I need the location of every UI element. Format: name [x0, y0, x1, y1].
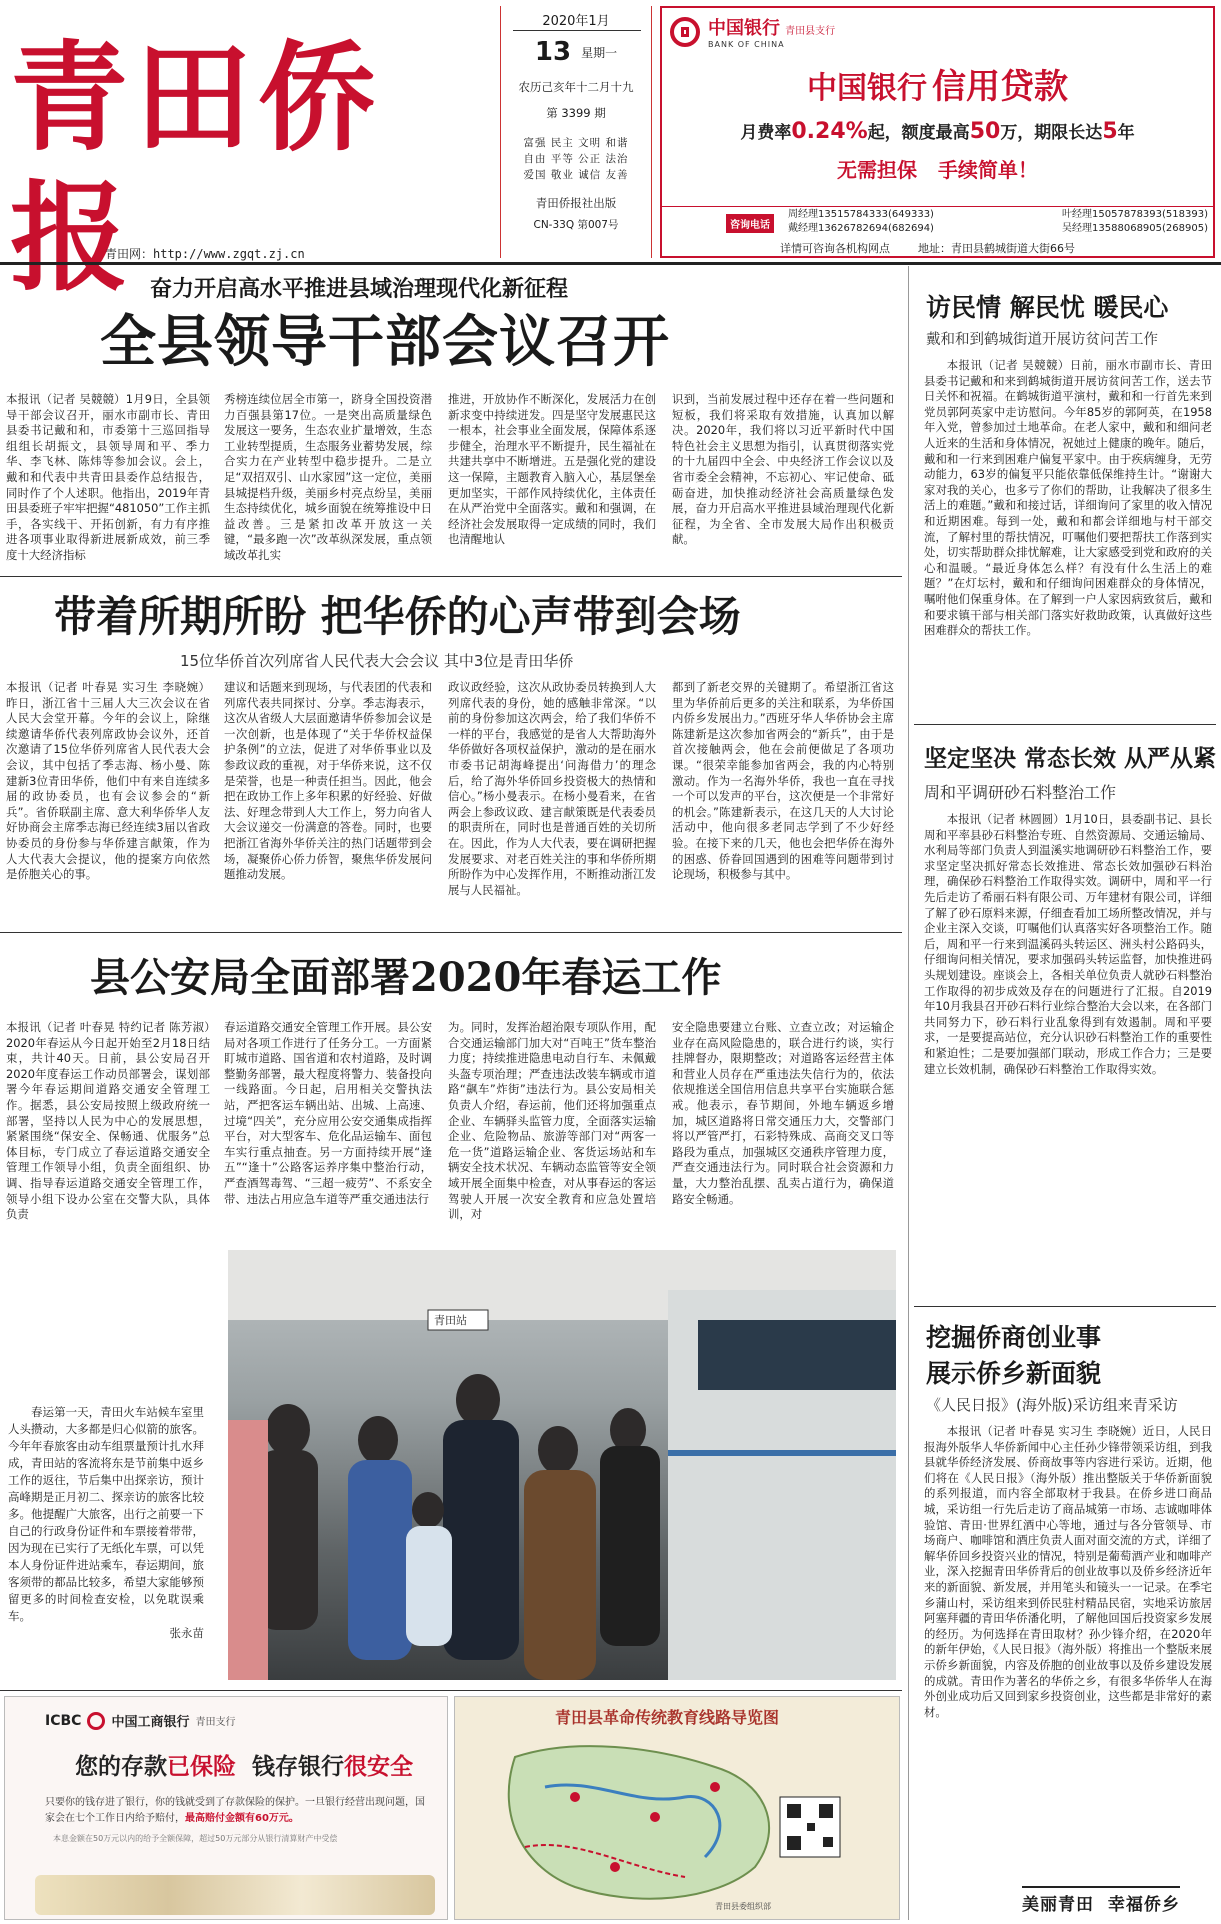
article3-col2: 春运道路交通安全管理工作开展。县公安局对各项工作进行了任务分工。一方面紧盯城市道路、国省道和农村道路，及时调整勤务部署，最大程度将警力、装备投向一线路面。今日起，启用相关交警执法站，严把客运车辆出站、出城、上高速、过境“四关”，充分应用公安交通集成指挥平台，对大型客车、危化品运输车、面包车实行重点抽查。另一方面持续开展“逢五”“逢十”公路客运养序集中整治行动，严查酒驾毒驾、“三超一疲劳”、不系安全带、违法占用应急车道等严重交通违法行 [224, 1020, 432, 1206]
article1-headline: 全县领导干部会议召开 [100, 309, 670, 375]
website: 青田网：http://www.zgqt.zj.cn [105, 247, 305, 261]
article2-col3: 政议政经验，这次从政协委员转换到人大列席代表的身份，她的感触非常深。“以前的身份参加这次两会，给了我们华侨不一样的平台，我感觉的是省人大帮助海外华侨做好各项权益保护，激动的是在丽水市委书记胡海峰提出‘问海借力’的理念后，给了海外华侨回乡投资极大的热情和信心。”杨小曼表示。在杨小曼看来，在省两会上参政议政、建言献策既是代表委员的职责所在，同时也是普通百姓的关切所在。因此，作为人大代表，要在调研把握发展要求、对老百姓关注的事和华侨所期所盼作为中心发挥作用，不断推动浙江发展与人民福祉。 [448, 680, 656, 897]
boc-headline-a: 中国银行 [806, 71, 927, 106]
boc-ad[interactable] [660, 6, 1215, 258]
boc-headline-b: 信用贷款 [932, 67, 1069, 107]
boc-footer-b: 地址：青田县鹤城街道 [918, 242, 1028, 255]
lunar-date: 农历己亥年十二月十九 [518, 80, 634, 94]
icbc-ad[interactable] [4, 1696, 448, 1920]
article1-col2: 秀榜连续位居全市第一，跻身全国投资潜力百强县第17位。一是突出高质量绿色发展这一要务，生态农业扩量增效，生态工业转型提质，生态服务业蓄势发展，综合实力在产业转型中稳步提升。二是立足“双招双引、山水家园”这一定位，美丽县城提档升级，美丽乡村亮点纷呈，美丽生态持续优化，城乡面貌在统筹推设中日益改善。三是紧扣改革开放这一关键，“最多跑一次”改革纵深发展，重点领域改革扎实 [224, 392, 432, 562]
dateline-box [500, 6, 652, 258]
article1-kicker: 奋力开启高水平推进县域治理现代化新征程 [150, 276, 569, 302]
boc-logo-icon [670, 17, 700, 47]
station-photo-scene [228, 1250, 896, 1680]
revolution-map-ad[interactable] [454, 1696, 900, 1920]
boc-footer-a: 详情可咨询各机构网点 [780, 242, 890, 255]
icbc-slogan-c: 钱存银行 [252, 1754, 345, 1780]
photo-credit: 张永苗 [169, 1626, 204, 1640]
icbc-line2: 本息金额在50万元以内的给予全额保障，超过50万元部分从银行清算财产中受偿 [53, 1834, 338, 1843]
icbc-name: 中国工商银行 [111, 1715, 190, 1730]
sidebar-s3-subhead: 《人民日报》(海外版)采访组来青采访 [926, 1396, 1178, 1414]
sidebar-s2-subhead: 周和平调研砂石料整治工作 [924, 783, 1117, 802]
boc-branch: 青田县支行 [785, 26, 836, 37]
sidebar-s2-headline: 坚定坚决 常态长效 从严从紧 [924, 745, 1217, 772]
newspaper-title: 青田侨报 [10, 28, 383, 307]
map-title: 青田县革命传统教育线路导览图 [555, 1708, 780, 1727]
article3-col4: 安全隐患要建立台账、立查立改；对运输企业存在高风险隐患的，联合进行约谈，实行挂牌督办，限期整改；对道路客运经营主体和营业人员存在严重违法失信行为的，依法依规推送全国信用信息共享平台实施联合惩戒。他表示，春节期间，外地车辆返乡增加，城区道路将日常交通压力大，交警部门将以严管严打，石彩特殊成、高商交叉口等路段为重点，加强城区交通秩序管理力度，严查交通违法行为。同时联合社会资源和力量，大力整治乱摆、乱卖占道行为，确保道路安全畅通。 [672, 1020, 894, 1206]
article1-col4: 识到，当前发展过程中还存在着一些问题和短板，我们将采取有效措施，认真加以解决。2020年，我们将以习近平新时代中国特色社会主义思想为指引，认真贯彻落实党的十九届四中全会、中央经济工作会议以及省市委全会精神，不忘初心、牢记使命、砥砺奋进，加快推动经济社会高质量绿色发展，奋力开启高水平推进县域治理现代化新征程，为全省、全市发展大局作出积极贡献。 [672, 392, 894, 547]
icbc-line1: 只要你的钱存进了银行，你的钱就受到了存款保险的保护。一旦银行经营出现问题，国家会在七个工作日内给予赔付， [45, 1797, 425, 1824]
icbc-logo-icon [87, 1712, 105, 1730]
boc-name: 中国银行 [708, 18, 780, 39]
qr-code-icon [780, 1797, 840, 1857]
boc-simple: 手续简单！ [937, 158, 1038, 182]
article-spring-transport [0, 936, 902, 1236]
station-sign: 青田站 [434, 1314, 467, 1327]
article-leaders-meeting [0, 266, 902, 572]
icbc-slogan-a: 您的存款 [75, 1754, 167, 1780]
boc-hotline-label: 咨询电话 [726, 214, 774, 233]
boc-rate-line: 月费率0.24%起，额度最高50万，期限长达5年 [740, 119, 1135, 144]
core-values: 富强 民主 文明 和谐 自由 平等 公正 法治 爱国 敬业 诚信 友善 [523, 137, 629, 181]
icbc-label: ICBC [45, 1712, 82, 1729]
photo-caption: 春运第一天，青田火车站候车室里人头攒动，大多都是归心似箭的旅客。今年年春旅客由动车组票量预计扎水拜成，青田站的客流将东是节前集中返乡工作的返往，节后集中出探亲访，预计高峰期是正月初二、探亲访的旅客比较多。他提醒广大旅客，出行之前要一下自己的行政身份证件和车票接着带带，因为现在已实行了无纸化车票，可以凭本人身份证件进站乘车，春运期间，旅客须带的都品比较多，希望大家能够预留更多的时间检查安检，以免耽误乘车。 张永苗 [8, 1405, 204, 1640]
cn-number: CN-33Q 第007号 [533, 219, 619, 231]
publisher: 青田侨报社出版 [535, 196, 617, 210]
icbc-branch: 青田支行 [195, 1717, 236, 1728]
boc-phone-4: 吴经理13588068905(268905) [1062, 223, 1208, 234]
sidebar-s1-subhead: 戴和和到鹤城街道开展访贫问苦工作 [926, 332, 1158, 348]
date-month: 2020年1月 [542, 14, 610, 29]
weekday: 星期一 [581, 45, 618, 60]
map-footer: 青田县委组织部 [715, 1902, 771, 1911]
icbc-slogan-b: 已保险 [167, 1754, 236, 1780]
icbc-slogan-d: 很安全 [344, 1754, 414, 1780]
station-photo [228, 1250, 896, 1680]
boc-footer-c: 大街66号 [1028, 242, 1075, 255]
sidebar-s3-headline-b: 展示侨乡新面貌 [926, 1359, 1102, 1388]
date-day: 13 [534, 37, 572, 67]
article1-col3: 推进，开放协作不断深化，发展活力在创新求变中持续迸发。四是坚守发展惠民这一根本，社会事业全面发展，保障体系逐步健全，治理水平不断提升，民生福祉在共建共享中不断增进。五是强化党的建设这一保障，主题教育入脑入心，基层堡垒更加坚实，干部作风持续优化，主体责任在从严治党中全面落实。戴和和强调，在经济社会发展取得一定成绩的同时，我们也清醒地认 [448, 392, 656, 547]
icbc-highlight: 最高赔付金额有60万元。 [185, 1813, 299, 1824]
coins-graphic [35, 1875, 435, 1915]
article2-headline: 带着所期所盼 把华侨的心声带到会场 [54, 592, 741, 641]
article3-col1: 本报讯（记者 叶春晃 特约记者 陈芳淑）2020年春运从今日起开始至2月18日结束，共计40天。日前，县公安局召开2020年度春运工作动员部署会，谋划部署今年春运期间道路交通安全管理工作。据悉，县公安局按照上级政府统一部署，坚持以人民为中心的发展思想，紧紧围绕“保安全、保畅通、优服务”总体目标，专门成立了春运道路交通安全管理工作领导小组，负责全面组织、协调、指导春运道路交通安全管理工作，领导小组下设办公室在交警大队，具体负责 [6, 1020, 210, 1222]
sidebar-s3-headline-a: 挖掘侨商创业事 [926, 1323, 1102, 1352]
sidebar [914, 266, 1216, 1920]
bottom-tag: 美丽青田 幸福侨乡 [1022, 1886, 1180, 1915]
sidebar-s2-body: 本报讯（记者 林圆圆）1月10日，县委副书记、县长周和平率县砂石料整治专班、自然资源局、交通运输局、水利局等部门负责人到温溪实地调研砂石料整治工作，要求坚定坚决抓好常态长效推进、常态长效加强砂石料治理，确保砂石料整治工作取得实效。调研中，周和平一行先后走访了希丽石料有限公司、万年建材有限公司，详细了解了砂石原料来源，仔细查看加工场所整改情况，并与企业主深入交谈，叮嘱他们认真落实好各项整治工作。随后，周和平一行来到温溪码头转运区、洲头村公路码头，仔细询问相关情况，要求加强码头转运监督，加快推进码头规划建设。座谈会上，各相关单位负责人就砂石料整治工作取得的初步成效及存在的问题进行了汇报。自2019年10月我县召开砂石料行业综合整治大会以来，在各部门共同努力下，砂石料行业乱象得到有效遏制。周和平要求，一是要提高站位，充分认识砂石料整治工作的重要性和紧迫性；二是要加强部门联动，形成工作合力；三是要建立长效机制，确保砂石料整治工作取得实效。 [924, 812, 1212, 1076]
boc-phone-2: 叶经理15057878393(518393) [1062, 209, 1208, 220]
article-overseas-chinese [0, 580, 902, 928]
boc-no-guarantee: 无需担保 [837, 158, 918, 182]
article2-subhead: 15位华侨首次列席省人民代表大会会议 其中3位是青田华侨 [180, 652, 574, 670]
boc-english: BANK OF CHINA [708, 40, 785, 49]
sidebar-s1-headline: 访民情 解民忧 暖民心 [926, 293, 1169, 322]
article2-col4: 都到了新老交界的关键期了。希望浙江省这里为华侨前后更多的关注和联系，为华侨国内侨乡发展出力。”西班牙华人华侨协会主席陈建新是这次参加省两会的“新兵”，由于是首次接触两会，他在会前便做足了各项功课。“很荣幸能参加省两会，我的内心特别激动。作为一名海外华侨，我也一直在寻找一个可以发声的平台，这次便是一个非常好的机会。”陈建新表示，在这几天的人大讨论活动中，他向很多老同志学到了不少好经验。在接下来的几天，他也会把华侨在海外的困惑、侨眷回国遇到的困难等问题带到讨论现场，积极参与其中。 [672, 680, 894, 882]
issue-number: 第 3399 期 [546, 106, 606, 120]
article2-col2: 建议和话题来到现场，与代表团的代表和列席代表共同探讨、分享。季志海表示，这次从省级人大层面邀请华侨参加会议是一次创新，也是体现了“关于华侨权益保护条例”的立法，促进了对华侨事业以及参政议政的重视，对于华侨来说，这不仅是荣誉，也是一种责任担当。因此，他会把在政协工作上多年积累的好经验、好做法、好理念带到人大工作上，努力向省人大会议递交一份满意的答卷。同时，也要把浙江省海外华侨关注的热门话题带到会场，凝聚侨心侨力侨智，聚焦华侨发展问题推动发展。 [224, 680, 432, 882]
boc-phone-1: 周经理13515784333(649333) [788, 209, 934, 220]
article2-col1: 本报讯（记者 叶春晃 实习生 李晓婉）昨日，浙江省十三届人大三次会议在省人民大会堂开幕。今年的会议上，除继续邀请华侨代表列席政协会议外，还首次邀请了15位华侨列席省人民代表大会会议，其中包括了季志海、杨小曼、陈建新3位青田华侨，他们中有来自连续多届的政协委员，也有会议参会的“新兵”。省侨联副主席、意大利华侨华人友好协商会主席季志海已经连续3届以省政协委员的身份参与华侨建言献策，作为人大代表大会提议，他的提案方向依然是侨胞关心的事。 [6, 680, 210, 882]
sidebar-s1-body: 本报讯（记者 吴競競）日前，丽水市副市长、青田县委书记戴和和来到鹤城街道开展访贫问苦工作，送去节日关怀和祝福。在鹤城街道平演村，戴和和一行首先来到党员郭阿英家中走访慰问。今年85岁的郭阿英，在1958年入党，曾参加过土地革命。在老人家中，戴和和细问老人近来的生活和身体情况，祝她过上健康的晚年。随后，戴和和一行来到困难户偏复平家中。由于疾病缠身，无劳动能力，63岁的偏复平只能依靠低保维持生计。“谢谢大家对我的关心，也多亏了你们的帮助，让我解决了很多生活上的难题。”戴和和接过话，详细询问了家里的收入情况和近期困难。每到一处，戴和和都会详细地与村干部交流，了解村里的帮扶情况，叮嘱他们要把帮扶工作落到实处，切实帮助群众排忧解难，让大家感受到党和政府的关心和温暖。“最近身体怎么样？有没有什么生活上的难题？”在灯坛村，戴和和仔细询问困难群众的身体情况，嘱咐他们保重身体。在了解到一户人家因病致贫后，戴和和要求镇干部与相关部门落实好救助政策，认真做好这些困难群众的帮扶工作。 [924, 358, 1212, 638]
article3-col3: 为。同时，发挥治超治限专项队作用，配合交通运输部门加大对“百吨王”货车整治力度；持续推进隐患电动自行车、未佩戴头盔专项治理；严查违法改装车辆或市道路“飙车”炸街”违法行为。县公安局相关负责人介绍，春运前，他们还将加强重点企业、车辆驿头监管力度，全面落实运输企业、危险物品、旅游等部门对“两客一危一货”道路运输企业、客货运场站和车辆安全技术状况、车辆动态监管等安全领域开展全面集中检查，对从事春运的客运驾驶人开展一次安全教育和应急处置培训，对 [448, 1020, 656, 1222]
article1-col1: 本报讯（记者 吴競競）1月9日，全县领导干部会议召开，丽水市副市长、青田县委书记戴和和，市委第十三巡回指导组组长胡振文，县领导周和平、季力华、李飞林、陈炜等参加会议。会上，戴和和代表中共青田县委作总结报告，同时作了个人述职。他指出，2019年青田县委班子牢牢把握“481050”工作主抓手，各实线干、开拓创新，有力有序推进各项事业取得新进展新成效，前三季度十大经济指标 [6, 392, 210, 562]
article3-headline: 县公安局全面部署2020年春运工作 [90, 954, 722, 1001]
sidebar-s3-body: 本报讯（记者 叶春晃 实习生 李晓婉）近日，人民日报海外版华人华侨新闻中心主任孙少锋带领采访组，到我县就华侨经济发展、侨商故事等内容进行采访。近期，他们将在《人民日报》（海外版）推出整版关于华侨新面貌的系列报道，而内容全部取材于我县。在侨乡进口商品城，采访组一行先后走访了商品城第一市场、志诚咖啡体验馆、青田·世界红酒中心等地，通过与各分管领导、市场商户、咖啡馆和酒庄负责人面对面交流的方式，详细了解华侨回乡投资兴业的情况，特别是葡萄酒产业和咖啡产业，深入挖掘青田华侨背后的创业故事以及侨乡经济近年来的新面貌、新发展，并用笔头和镜头一一记录。在季宅乡蒲山村，采访组来到侨民驻村精品民宿，实地采访旅居阿塞拜疆的青田华侨潘化明，了解他回国后投资家乡发展的经历。为何选择在青田取材？孙少锋介绍，在2020年的新年伊始，《人民日报》（海外版）将推出一个整版来展示侨乡新面貌，内容及侨胞的创业故事以及侨乡建设发展的成就。青田作为著名的华侨之乡，有很多华侨华人在海外创业成功后又回到家乡投资创业，这些都是非常好的素材。 [924, 1424, 1212, 1719]
boc-phone-3: 戴经理13626782694(682694) [788, 223, 934, 234]
